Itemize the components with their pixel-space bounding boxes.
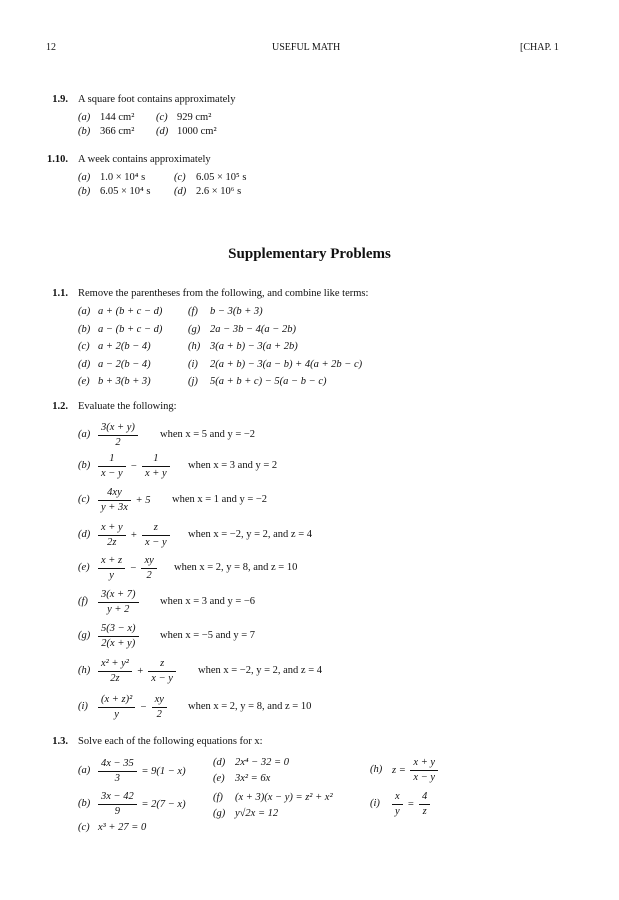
item-label: (e): [213, 773, 225, 784]
problem-stem: A square foot contains approximately: [78, 94, 236, 105]
expression: $\frac{x + y}{2z}$ + $\frac{z}{x - y}$: [96, 521, 172, 550]
item-label: (a): [78, 306, 91, 317]
equation: $\frac{x}{y}$ = $\frac{4}{z}$: [390, 790, 432, 819]
item-label: (d): [213, 757, 226, 768]
expression: 2(a + b) − 3(a − b) + 4(a + 2b − c): [210, 358, 363, 370]
option-text: 366 cm²: [100, 126, 135, 137]
item-label: (e): [78, 562, 90, 573]
problem-number: 1.2.: [52, 401, 68, 412]
item-label: (i): [78, 701, 88, 712]
option-label: (d): [174, 186, 187, 197]
problem-number: 1.10.: [47, 154, 68, 165]
item-label: (e): [78, 376, 90, 387]
item-label: (c): [78, 494, 90, 505]
option-text: 144 cm²: [100, 112, 135, 123]
expression: a − 2(b − 4): [98, 358, 151, 370]
item-label: (h): [370, 764, 383, 775]
equation: $\frac{4x - 35}{3}$ = 9(1 − x): [96, 757, 186, 786]
problem-number: 1.9.: [52, 94, 68, 105]
item-label: (g): [213, 808, 226, 819]
item-label: (j): [188, 376, 198, 387]
option-text: 1.0 × 10⁴ s: [100, 172, 146, 183]
problem-stem: Evaluate the following:: [78, 401, 177, 412]
equation: 3x² = 6x: [235, 773, 271, 784]
item-label: (i): [188, 358, 198, 370]
expression: a + (b + c − d): [98, 306, 163, 317]
problem-stem: A week contains approximately: [78, 154, 211, 165]
equation: (x + 3)(x − y) = z² + x²: [235, 792, 333, 803]
item-label: (b): [78, 460, 91, 471]
condition: when x = 1 and y = −2: [172, 494, 268, 505]
expression: $\frac{3(x + 7)}{y + 2}$: [96, 588, 141, 617]
option-label: (b): [78, 186, 91, 197]
expression: $\frac{5(3 - x)}{2(x + y)}$: [96, 622, 141, 651]
condition: when x = −2, y = 2, and z = 4: [188, 529, 313, 540]
item-label: (c): [78, 822, 90, 833]
condition: when x = −2, y = 2, and z = 4: [198, 665, 323, 676]
item-label: (f): [213, 792, 223, 803]
option-label: (c): [174, 172, 186, 183]
expression: $\frac{1}{x - y}$ − $\frac{1}{x + y}$: [96, 452, 172, 481]
condition: when x = 2, y = 8, and z = 10: [188, 701, 312, 712]
option-label: (a): [78, 112, 91, 123]
condition: when x = 3 and y = 2: [188, 460, 278, 471]
item-label: (g): [78, 630, 91, 641]
item-label: (d): [78, 358, 91, 370]
item-label: (g): [188, 323, 201, 335]
item-label: (a): [78, 429, 91, 440]
section-title: Supplementary Problems: [228, 246, 391, 262]
option-text: 6.05 × 10⁴ s: [100, 186, 151, 197]
problem-number: 1.3.: [52, 736, 68, 747]
expression: $\frac{x + z}{y}$ − $\frac{xy}{2}$: [96, 554, 159, 583]
expression: b + 3(b + 3): [98, 376, 151, 387]
expression: $\frac{\text{(x + z)²}}{y}$ − $\frac{xy}{2}$: [96, 693, 169, 722]
condition: when x = −5 and y = 7: [160, 630, 256, 641]
condition: when x = 5 and y = −2: [160, 429, 256, 440]
problem-stem: Remove the parentheses from the following, and combine like terms:: [78, 288, 369, 299]
item-label: (b): [78, 323, 91, 335]
option-label: (b): [78, 126, 91, 137]
expression: a − (b + c − d): [98, 323, 163, 335]
equation: z = $\frac{x + y}{x - y}$: [392, 756, 440, 785]
item-label: (c): [78, 341, 90, 352]
problem-stem: Solve each of the following equations for x:: [78, 736, 263, 747]
expression: 2a − 3b − 4(a − 2b): [210, 323, 296, 335]
equation: y√2x = 12: [235, 808, 279, 819]
item-label: (f): [78, 596, 88, 607]
expression: $\frac{\text{x² + y²}}{2z}$ + $\frac{z}{x - y}$: [96, 657, 178, 686]
option-label: (c): [156, 112, 168, 123]
option-text: 6.05 × 10⁵ s: [196, 172, 247, 183]
chapter-label: [CHAP. 1: [520, 42, 559, 53]
condition: when x = 3 and y = −6: [160, 596, 256, 607]
expression: $\frac{4xy}{y + 3x}$ + 5: [96, 486, 151, 515]
item-label: (a): [78, 765, 91, 776]
problem-number: 1.1.: [52, 288, 68, 299]
option-label: (d): [156, 126, 169, 137]
expression: b − 3(b + 3): [210, 306, 263, 317]
expression: 5(a + b + c) − 5(a − b − c): [210, 376, 327, 387]
item-label: (h): [188, 341, 201, 352]
item-label: (b): [78, 798, 91, 809]
condition: when x = 2, y = 8, and z = 10: [174, 562, 298, 573]
option-text: 2.6 × 10⁶ s: [196, 186, 242, 197]
item-label: (h): [78, 665, 91, 676]
option-text: 929 cm²: [177, 112, 212, 123]
page-number: 12: [46, 42, 56, 53]
option-label: (a): [78, 172, 91, 183]
item-label: (f): [188, 306, 198, 317]
item-label: (i): [370, 798, 380, 809]
option-text: 1000 cm²: [177, 126, 217, 137]
running-title: USEFUL MATH: [272, 42, 341, 53]
expression: a + 2(b − 4): [98, 341, 151, 352]
equation: $\frac{3x - 42}{9}$ = 2(7 − x): [96, 790, 186, 819]
item-label: (d): [78, 529, 91, 540]
equation: 2x⁴ − 32 = 0: [235, 757, 289, 768]
expression: 3(a + b) − 3(a + 2b): [210, 341, 298, 352]
expression: $\frac{3(x + y)}{2}$: [96, 421, 140, 450]
equation: x³ + 27 = 0: [98, 822, 147, 833]
